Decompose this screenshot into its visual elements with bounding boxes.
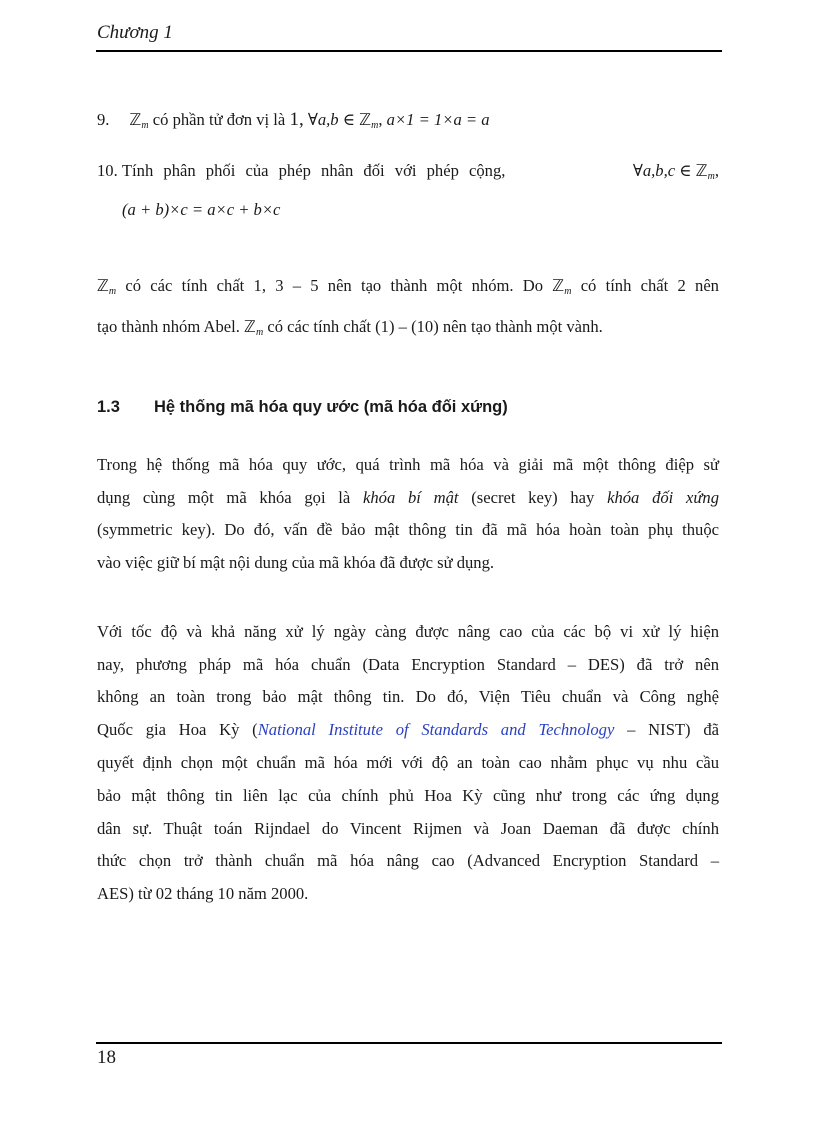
item-10-text: Tính phân phối của phép nhân đối với phép cộng, xyxy=(121,161,506,180)
header-rule xyxy=(96,50,722,52)
para-text: (secret key) hay xyxy=(471,488,595,507)
item-10-number: 10. xyxy=(97,161,118,180)
para1-line-4: vào việc giữ bí mật nội dung của mã khóa đã được sử dụng. xyxy=(97,553,495,572)
set-subscript: m xyxy=(141,120,149,131)
para1-line-1: Trong hệ thống mã hóa quy ước, quá trình mã hóa và giải mã một thông điệp sử xyxy=(97,455,719,474)
comma: , xyxy=(714,161,719,180)
para-text: dụng cùng một mã khóa gọi là xyxy=(97,488,351,507)
para-text: Quốc gia Hoa Kỳ ( xyxy=(97,720,258,739)
set-z-symbol: ℤ xyxy=(695,161,708,180)
item-10 xyxy=(97,161,719,181)
identity-equation: a×1 = 1×a = a xyxy=(386,110,490,129)
para2-line-5: quyết định chọn một chuẩn mã hóa mới với độ an toàn cao nhằm phục vụ nhu cầu xyxy=(97,753,719,772)
para2-line-3: không an toàn trong bảo mật thông tin. Do đó, Viện Tiêu chuẩn và Công nghệ xyxy=(97,687,719,706)
set-subscript: m xyxy=(255,327,264,338)
set-subscript: m xyxy=(564,286,572,297)
summary-text: tạo thành nhóm Abel. xyxy=(97,317,240,336)
para1-line-2 xyxy=(97,488,719,508)
para2-line-4 xyxy=(97,720,719,740)
term-secret-key: khóa bí mật xyxy=(363,488,459,507)
section-number: 1.3 xyxy=(97,398,120,416)
item-9-text: có phần tử đơn vị là xyxy=(152,110,286,129)
para2-line-6: bảo mật thông tin liên lạc của chính phủ Hoa Kỳ cũng như trong các ứng dụng xyxy=(97,786,719,805)
page-number: 18 xyxy=(97,1047,116,1068)
summary-line-2 xyxy=(97,317,603,338)
summary-text: có các tính chất 1, 3 – 5 nên tạo thành một nhóm. Do xyxy=(125,276,544,295)
set-z-symbol: ℤ xyxy=(552,276,565,295)
term-symmetric-key: khóa đối xứng xyxy=(607,488,720,507)
nist-link[interactable]: National Institute of Standards and Technology xyxy=(257,720,615,739)
para1-line-3: (symmetric key). Do đó, vấn đề bảo mật thông tin đã mã hóa hoàn toàn phụ thuộc xyxy=(97,520,719,539)
chapter-header: Chương 1 xyxy=(97,22,173,43)
footer-rule xyxy=(96,1042,722,1044)
set-z-symbol: ℤ xyxy=(97,276,109,295)
para2-line-1: Với tốc độ và khả năng xử lý ngày càng được nâng cao của các bộ vi xử lý hiện xyxy=(97,622,719,641)
para2-line-7: dân sự. Thuật toán Rijndael do Vincent Rijmen và Joan Daeman đã được chính xyxy=(97,819,719,838)
set-subscript: m xyxy=(108,286,117,297)
set-z-symbol: ℤ xyxy=(129,110,142,129)
summary-text: có tính chất 2 nên xyxy=(580,276,719,295)
item-9-number: 9. xyxy=(97,110,110,129)
forall-expr: ∀a,b,c ∈ xyxy=(632,161,692,180)
set-z-symbol: ℤ xyxy=(359,110,372,129)
comma: , xyxy=(378,110,383,129)
summary-line-1 xyxy=(97,276,719,297)
para2-line-9: AES) từ 02 tháng 10 năm 2000. xyxy=(97,884,309,903)
para2-line-2: nay, phương pháp mã hóa chuẩn (Data Encryption Standard – DES) đã trở nên xyxy=(97,655,719,674)
set-subscript: m xyxy=(371,120,379,131)
identity-one: 1, xyxy=(289,109,304,130)
section-title: Hệ thống mã hóa quy ước (mã hóa đối xứng) xyxy=(154,398,508,416)
forall-expr: ∀a,b ∈ xyxy=(307,110,356,129)
set-subscript: m xyxy=(707,171,715,182)
distributive-equation: (a + b)×c = a×c + b×c xyxy=(122,200,281,219)
item-9 xyxy=(97,109,490,131)
set-z-symbol: ℤ xyxy=(244,317,256,336)
para2-line-8: thức chọn trở thành chuẩn mã hóa nâng cao (Advanced Encryption Standard – xyxy=(97,851,719,870)
summary-text: có các tính chất (1) – (10) nên tạo thành một vành. xyxy=(267,317,603,336)
para-text: – NIST) đã xyxy=(627,720,719,739)
